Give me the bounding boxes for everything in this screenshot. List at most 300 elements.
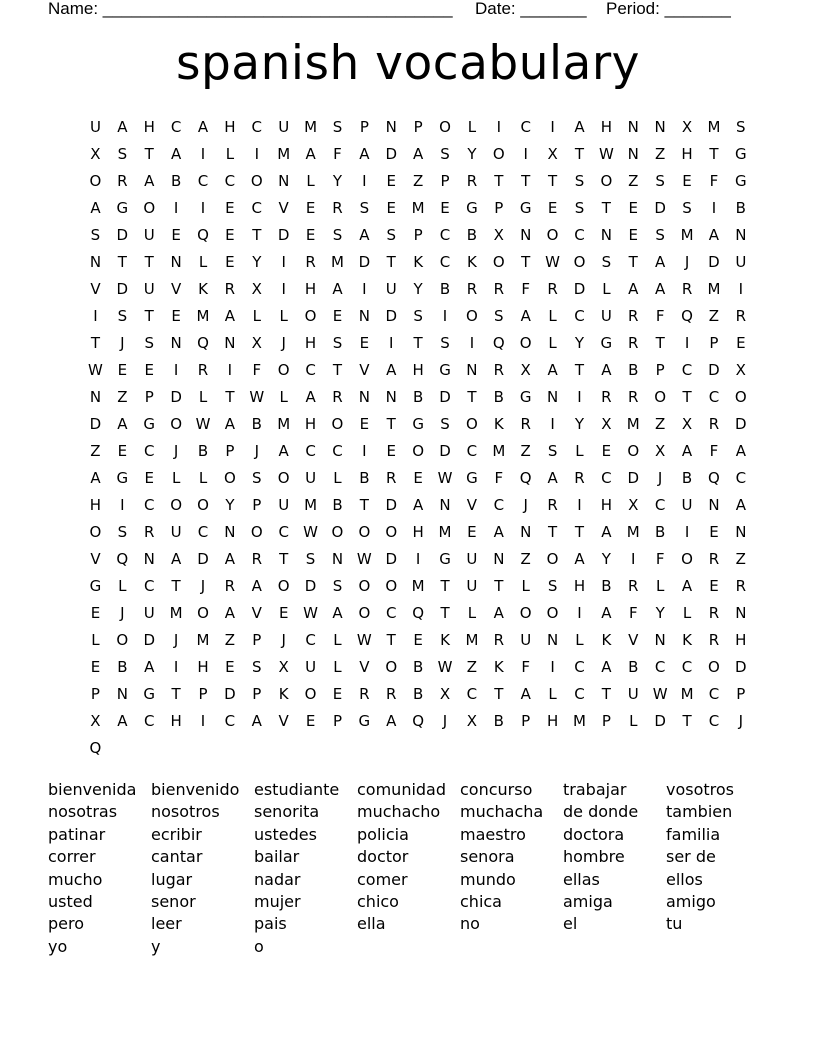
grid-letter[interactable]: C [708, 711, 720, 730]
grid-letter[interactable]: C [332, 441, 343, 460]
grid-letter[interactable]: Q [197, 333, 209, 352]
grid-letter[interactable]: R [305, 252, 316, 271]
grid-letter[interactable]: C [197, 522, 209, 541]
grid-letter[interactable]: R [708, 549, 720, 568]
grid-letter[interactable]: R [520, 414, 531, 433]
date-field[interactable]: Date: _______ [475, 0, 587, 18]
grid-letter[interactable]: J [120, 333, 125, 352]
grid-letter[interactable]: A [170, 549, 182, 568]
grid-letter[interactable]: Z [655, 414, 666, 433]
grid-letter[interactable]: S [736, 117, 746, 136]
grid-letter[interactable]: R [224, 576, 236, 595]
grid-letter[interactable]: Z [520, 549, 531, 568]
grid-letter[interactable]: Y [413, 279, 423, 298]
grid-letter[interactable]: F [521, 657, 531, 676]
grid-letter[interactable]: R [628, 387, 639, 406]
grid-letter[interactable]: E [171, 225, 181, 244]
grid-letter[interactable]: W [303, 522, 318, 541]
grid-letter[interactable]: I [577, 603, 582, 622]
grid-letter[interactable]: E [225, 657, 235, 676]
grid-letter[interactable]: N [520, 522, 532, 541]
grid-letter[interactable]: Z [735, 549, 746, 568]
grid-letter[interactable]: O [654, 387, 667, 406]
grid-letter[interactable]: C [681, 657, 693, 676]
grid-letter[interactable]: O [277, 468, 290, 487]
grid-letter[interactable]: T [521, 171, 531, 190]
grid-letter[interactable]: O [197, 495, 209, 514]
grid-letter[interactable]: U [385, 279, 397, 298]
grid-letter[interactable]: I [711, 198, 717, 217]
grid-letter[interactable]: V [251, 603, 262, 622]
grid-letter[interactable]: B [332, 495, 343, 514]
grid-letter[interactable]: L [198, 387, 208, 406]
grid-letter[interactable]: C [520, 117, 531, 136]
grid-letter[interactable]: C [143, 711, 155, 730]
grid-letter[interactable]: X [251, 279, 262, 298]
grid-letter[interactable]: P [252, 630, 262, 649]
grid-letter[interactable]: S [252, 468, 262, 487]
grid-letter[interactable]: Z [708, 306, 720, 325]
grid-letter[interactable]: J [281, 630, 286, 649]
grid-letter[interactable]: F [494, 468, 504, 487]
grid-letter[interactable]: L [548, 684, 557, 703]
grid-letter[interactable]: R [359, 684, 370, 703]
grid-letter[interactable]: E [440, 198, 450, 217]
grid-letter[interactable]: E [386, 198, 396, 217]
grid-letter[interactable]: S [305, 549, 316, 568]
grid-letter[interactable]: E [117, 360, 128, 379]
grid-letter[interactable]: J [523, 495, 528, 514]
grid-letter[interactable]: V [90, 549, 101, 568]
grid-letter[interactable]: M [196, 630, 210, 649]
grid-letter[interactable]: M [707, 279, 721, 298]
grid-letter[interactable]: Q [681, 306, 693, 325]
grid-letter[interactable]: I [738, 279, 744, 298]
grid-letter[interactable]: G [439, 360, 451, 379]
grid-letter[interactable]: S [332, 117, 343, 136]
grid-letter[interactable]: B [251, 414, 262, 433]
grid-letter[interactable]: F [655, 549, 665, 568]
grid-letter[interactable]: R [628, 333, 639, 352]
grid-letter[interactable]: E [413, 468, 423, 487]
grid-letter[interactable]: L [655, 576, 665, 595]
grid-letter[interactable]: C [654, 495, 666, 514]
grid-letter[interactable]: P [225, 441, 235, 460]
grid-letter[interactable]: R [547, 279, 558, 298]
grid-letter[interactable]: G [143, 684, 156, 703]
grid-letter[interactable]: E [305, 198, 316, 217]
grid-letter[interactable]: H [304, 279, 317, 298]
grid-letter[interactable]: R [735, 576, 747, 595]
grid-letter[interactable]: C [654, 657, 666, 676]
grid-letter[interactable]: C [224, 171, 236, 190]
grid-letter[interactable]: U [520, 630, 532, 649]
grid-letter[interactable]: R [708, 603, 720, 622]
grid-letter[interactable]: E [386, 171, 396, 190]
grid-letter[interactable]: X [601, 414, 612, 433]
grid-letter[interactable]: L [225, 144, 235, 163]
grid-letter[interactable]: I [577, 495, 582, 514]
grid-letter[interactable]: O [116, 630, 129, 649]
grid-letter[interactable]: U [305, 657, 317, 676]
grid-letter[interactable]: U [627, 684, 639, 703]
grid-letter[interactable]: E [332, 684, 343, 703]
grid-letter[interactable]: A [735, 495, 746, 514]
grid-letter[interactable]: N [439, 495, 451, 514]
grid-letter[interactable]: B [412, 657, 424, 676]
grid-letter[interactable]: P [709, 333, 719, 352]
grid-letter[interactable]: X [90, 144, 101, 163]
grid-letter[interactable]: E [628, 198, 638, 217]
grid-letter[interactable]: F [333, 144, 342, 163]
grid-letter[interactable]: N [170, 252, 182, 271]
grid-letter[interactable]: T [386, 252, 396, 271]
grid-letter[interactable]: A [90, 468, 101, 487]
grid-letter[interactable]: R [708, 414, 720, 433]
grid-letter[interactable]: M [169, 603, 183, 622]
grid-letter[interactable]: L [279, 387, 288, 406]
grid-letter[interactable]: S [494, 306, 504, 325]
grid-letter[interactable]: T [709, 144, 719, 163]
grid-letter[interactable]: G [466, 198, 478, 217]
grid-letter[interactable]: A [681, 576, 693, 595]
grid-letter[interactable]: F [252, 360, 262, 379]
grid-letter[interactable]: I [254, 144, 259, 163]
grid-letter[interactable]: E [117, 441, 128, 460]
grid-letter[interactable]: T [144, 144, 154, 163]
grid-letter[interactable]: C [143, 576, 155, 595]
grid-letter[interactable]: B [601, 576, 612, 595]
grid-letter[interactable]: X [520, 360, 531, 379]
grid-letter[interactable]: H [412, 522, 424, 541]
grid-letter[interactable]: E [467, 522, 477, 541]
grid-letter[interactable]: H [735, 630, 747, 649]
grid-letter[interactable]: N [546, 387, 559, 406]
grid-letter[interactable]: S [574, 198, 585, 217]
grid-letter[interactable]: S [655, 171, 665, 190]
grid-letter[interactable]: M [573, 711, 586, 730]
grid-letter[interactable]: Q [116, 549, 129, 568]
grid-letter[interactable]: C [143, 441, 155, 460]
grid-letter[interactable]: X [278, 657, 289, 676]
grid-letter[interactable]: T [332, 360, 343, 379]
grid-letter[interactable]: T [574, 522, 585, 541]
grid-letter[interactable]: A [224, 414, 236, 433]
grid-letter[interactable]: J [684, 252, 690, 271]
grid-letter[interactable]: G [466, 468, 478, 487]
grid-letter[interactable]: C [251, 117, 263, 136]
grid-letter[interactable]: E [601, 441, 612, 460]
grid-letter[interactable]: S [359, 198, 370, 217]
grid-letter[interactable]: A [305, 387, 316, 406]
grid-letter[interactable]: M [411, 576, 425, 595]
grid-letter[interactable]: R [493, 360, 505, 379]
grid-letter[interactable]: L [682, 603, 692, 622]
grid-letter[interactable]: G [89, 576, 102, 595]
grid-letter[interactable]: T [440, 603, 450, 622]
grid-letter[interactable]: I [550, 414, 555, 433]
grid-letter[interactable]: S [547, 441, 558, 460]
grid-letter[interactable]: O [385, 657, 398, 676]
grid-letter[interactable]: C [601, 468, 612, 487]
grid-letter[interactable]: O [143, 198, 156, 217]
grid-letter[interactable]: A [144, 657, 155, 676]
grid-letter[interactable]: H [573, 576, 586, 595]
grid-letter[interactable]: T [682, 711, 692, 730]
grid-letter[interactable]: M [680, 225, 694, 244]
grid-letter[interactable]: L [575, 441, 584, 460]
grid-letter[interactable]: D [385, 144, 398, 163]
grid-letter[interactable]: Y [655, 603, 665, 622]
grid-letter[interactable]: O [304, 684, 317, 703]
grid-letter[interactable]: O [466, 306, 478, 325]
grid-letter[interactable]: R [332, 387, 343, 406]
grid-letter[interactable]: O [89, 522, 102, 541]
grid-letter[interactable]: Z [628, 171, 639, 190]
grid-letter[interactable]: D [385, 549, 398, 568]
grid-letter[interactable]: O [89, 171, 102, 190]
grid-letter[interactable]: V [90, 279, 101, 298]
grid-letter[interactable]: W [437, 657, 453, 676]
grid-letter[interactable]: C [224, 711, 236, 730]
grid-letter[interactable]: Y [601, 549, 611, 568]
grid-letter[interactable]: H [304, 414, 317, 433]
grid-letter[interactable]: A [547, 468, 558, 487]
grid-letter[interactable]: O [546, 603, 559, 622]
grid-letter[interactable]: N [600, 225, 612, 244]
grid-letter[interactable]: L [575, 630, 584, 649]
grid-letter[interactable]: I [281, 279, 286, 298]
grid-letter[interactable]: U [681, 495, 693, 514]
grid-letter[interactable]: O [708, 657, 720, 676]
grid-letter[interactable]: H [197, 657, 209, 676]
grid-letter[interactable]: T [601, 198, 611, 217]
grid-letter[interactable]: M [196, 306, 210, 325]
grid-letter[interactable]: G [143, 414, 156, 433]
grid-letter[interactable]: O [385, 522, 398, 541]
grid-letter[interactable]: A [655, 252, 666, 271]
grid-letter[interactable]: E [709, 576, 719, 595]
grid-letter[interactable]: G [735, 144, 747, 163]
grid-letter[interactable]: Q [197, 225, 209, 244]
grid-letter[interactable]: M [492, 441, 506, 460]
grid-letter[interactable]: E [413, 630, 423, 649]
grid-letter[interactable]: C [305, 360, 316, 379]
grid-letter[interactable]: L [279, 306, 288, 325]
grid-letter[interactable]: V [170, 279, 182, 298]
grid-letter[interactable]: E [90, 657, 101, 676]
grid-letter[interactable]: P [332, 711, 342, 730]
grid-letter[interactable]: M [277, 414, 291, 433]
grid-letter[interactable]: I [200, 144, 206, 163]
grid-letter[interactable]: L [198, 468, 208, 487]
grid-letter[interactable]: I [415, 549, 421, 568]
grid-letter[interactable]: U [466, 549, 478, 568]
grid-letter[interactable]: A [574, 549, 585, 568]
grid-letter[interactable]: C [493, 495, 505, 514]
grid-letter[interactable]: B [359, 468, 370, 487]
grid-letter[interactable]: S [440, 144, 450, 163]
grid-letter[interactable]: X [681, 117, 693, 136]
grid-letter[interactable]: E [225, 198, 235, 217]
grid-letter[interactable]: T [494, 171, 504, 190]
grid-letter[interactable]: A [305, 144, 316, 163]
grid-letter[interactable]: S [117, 522, 128, 541]
grid-letter[interactable]: U [278, 117, 290, 136]
grid-letter[interactable]: A [413, 495, 424, 514]
grid-letter[interactable]: A [170, 144, 182, 163]
grid-letter[interactable]: N [224, 333, 236, 352]
grid-letter[interactable]: U [170, 522, 182, 541]
grid-letter[interactable]: A [224, 603, 236, 622]
grid-letter[interactable]: Q [492, 333, 505, 352]
grid-letter[interactable]: J [173, 441, 179, 460]
grid-letter[interactable]: U [735, 252, 747, 271]
grid-letter[interactable]: I [173, 198, 179, 217]
grid-letter[interactable]: A [520, 306, 531, 325]
grid-letter[interactable]: O [466, 414, 478, 433]
grid-letter[interactable]: Y [574, 414, 585, 433]
grid-letter[interactable]: S [332, 576, 343, 595]
grid-letter[interactable]: D [116, 225, 129, 244]
grid-letter[interactable]: A [735, 441, 746, 460]
grid-letter[interactable]: O [439, 117, 451, 136]
grid-letter[interactable]: I [200, 198, 206, 217]
grid-letter[interactable]: O [600, 171, 613, 190]
grid-letter[interactable]: C [143, 495, 155, 514]
grid-letter[interactable]: N [735, 522, 747, 541]
grid-letter[interactable]: D [89, 414, 102, 433]
grid-letter[interactable]: N [385, 117, 397, 136]
grid-letter[interactable]: D [143, 630, 155, 649]
grid-letter[interactable]: M [411, 198, 425, 217]
grid-letter[interactable]: R [628, 576, 639, 595]
grid-letter[interactable]: P [494, 198, 504, 217]
grid-letter[interactable]: I [362, 279, 367, 298]
grid-letter[interactable]: T [494, 576, 504, 595]
grid-letter[interactable]: N [546, 630, 559, 649]
grid-letter[interactable]: E [278, 603, 289, 622]
grid-letter[interactable]: I [389, 333, 394, 352]
grid-letter[interactable]: A [547, 360, 558, 379]
grid-letter[interactable]: O [250, 522, 263, 541]
grid-letter[interactable]: L [198, 252, 208, 271]
grid-letter[interactable]: D [116, 279, 129, 298]
grid-letter[interactable]: O [492, 144, 505, 163]
grid-letter[interactable]: A [144, 171, 155, 190]
grid-letter[interactable]: N [627, 117, 639, 136]
grid-letter[interactable]: G [519, 387, 532, 406]
grid-letter[interactable]: T [144, 306, 154, 325]
grid-letter[interactable]: N [331, 549, 344, 568]
grid-letter[interactable]: I [496, 117, 502, 136]
grid-letter[interactable]: T [279, 549, 289, 568]
grid-letter[interactable]: Q [519, 468, 532, 487]
grid-letter[interactable]: Y [332, 171, 343, 190]
grid-letter[interactable]: L [333, 468, 342, 487]
grid-letter[interactable]: A [117, 711, 128, 730]
grid-letter[interactable]: Q [708, 468, 720, 487]
grid-letter[interactable]: T [628, 252, 638, 271]
grid-letter[interactable]: J [173, 630, 179, 649]
grid-letter[interactable]: A [601, 522, 612, 541]
grid-letter[interactable]: U [143, 225, 155, 244]
grid-letter[interactable]: V [466, 495, 478, 514]
grid-letter[interactable]: O [492, 252, 505, 271]
grid-letter[interactable]: F [628, 603, 638, 622]
grid-letter[interactable]: P [521, 711, 531, 730]
grid-letter[interactable]: Z [466, 657, 478, 676]
grid-letter[interactable]: A [520, 684, 531, 703]
grid-letter[interactable]: X [251, 333, 262, 352]
grid-letter[interactable]: O [734, 387, 747, 406]
grid-letter[interactable]: P [440, 171, 450, 190]
grid-letter[interactable]: N [520, 225, 532, 244]
grid-letter[interactable]: O [546, 549, 559, 568]
grid-letter[interactable]: Q [412, 603, 425, 622]
grid-letter[interactable]: F [709, 441, 719, 460]
grid-letter[interactable]: U [143, 603, 155, 622]
grid-letter[interactable]: G [735, 171, 747, 190]
grid-letter[interactable]: M [465, 630, 479, 649]
grid-letter[interactable]: C [278, 522, 289, 541]
grid-letter[interactable]: U [143, 279, 155, 298]
grid-letter[interactable]: Y [467, 144, 477, 163]
grid-letter[interactable]: B [735, 198, 746, 217]
grid-letter[interactable]: A [90, 198, 101, 217]
grid-letter[interactable]: C [574, 684, 585, 703]
grid-letter[interactable]: I [120, 495, 125, 514]
grid-letter[interactable]: T [252, 225, 262, 244]
grid-letter[interactable]: D [439, 387, 451, 406]
grid-letter[interactable]: O [304, 306, 317, 325]
grid-letter[interactable]: O [170, 414, 183, 433]
grid-letter[interactable]: L [252, 306, 261, 325]
grid-letter[interactable]: X [655, 441, 666, 460]
grid-letter[interactable]: Z [224, 630, 236, 649]
grid-letter[interactable]: E [359, 333, 370, 352]
grid-letter[interactable]: M [438, 522, 452, 541]
grid-letter[interactable]: F [655, 306, 665, 325]
grid-letter[interactable]: T [574, 360, 585, 379]
grid-letter[interactable]: I [684, 522, 690, 541]
grid-letter[interactable]: C [574, 657, 585, 676]
grid-letter[interactable]: A [681, 441, 693, 460]
grid-letter[interactable]: G [358, 711, 371, 730]
grid-letter[interactable]: R [332, 198, 343, 217]
grid-letter[interactable]: T [467, 387, 477, 406]
grid-letter[interactable]: M [707, 117, 721, 136]
grid-letter[interactable]: W [545, 252, 560, 271]
grid-letter[interactable]: J [738, 711, 744, 730]
grid-letter[interactable]: Y [574, 333, 585, 352]
grid-letter[interactable]: D [304, 576, 317, 595]
grid-letter[interactable]: U [600, 306, 612, 325]
grid-letter[interactable]: E [305, 225, 316, 244]
period-field[interactable]: Period: _______ [606, 0, 731, 18]
grid-letter[interactable]: D [708, 360, 720, 379]
grid-letter[interactable]: N [89, 387, 102, 406]
grid-letter[interactable]: D [573, 279, 586, 298]
grid-letter[interactable]: I [523, 144, 528, 163]
grid-letter[interactable]: G [519, 198, 532, 217]
grid-letter[interactable]: T [144, 252, 154, 271]
grid-letter[interactable]: R [386, 684, 397, 703]
grid-letter[interactable]: O [519, 333, 532, 352]
grid-letter[interactable]: N [358, 387, 370, 406]
grid-letter[interactable]: J [657, 468, 663, 487]
grid-letter[interactable]: A [251, 576, 262, 595]
